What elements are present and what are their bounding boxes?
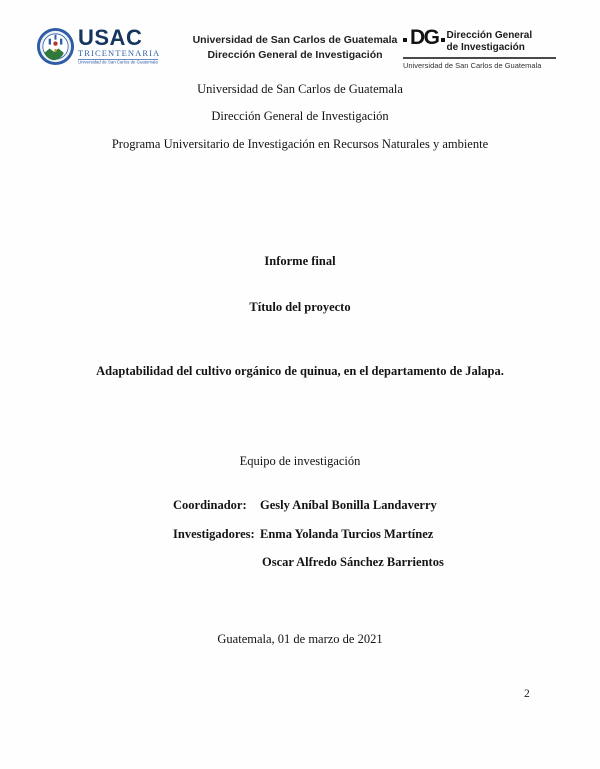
header-center-title — [170, 33, 420, 63]
page-number: 2 — [524, 688, 530, 700]
investigators-role-label: Investigadores: — [173, 527, 255, 541]
digi-letters: DG — [410, 26, 439, 49]
team-heading: Equipo de investigación — [239, 454, 361, 468]
coordinator-name: Gesly Aníbal Bonilla Landaverry — [260, 498, 437, 512]
usac-logo — [36, 27, 189, 68]
digi-logo-icon — [403, 26, 445, 49]
digi-dot-right-icon — [441, 38, 445, 42]
investigator-2-name: Oscar Alfredo Sánchez Barrientos — [262, 555, 444, 569]
digi-logo — [403, 26, 558, 70]
header-department-line: Dirección General de Investigación — [207, 49, 383, 61]
team-row-coordinator — [0, 498, 600, 514]
project-title-label: Título del proyecto — [249, 300, 351, 314]
usac-tricentenaria-label: TRICENTENARIA — [78, 48, 161, 58]
digi-name-line2: de Investigación — [446, 41, 525, 53]
date-line: Guatemala, 01 de marzo de 2021 — [217, 632, 383, 646]
team-row-investigator-1 — [0, 527, 600, 543]
team-row-investigator-2 — [0, 555, 600, 571]
usac-small-text: Universidad de San Carlos de Guatemala — [78, 60, 158, 65]
digi-name-line1: Dirección General — [446, 30, 533, 41]
digi-divider — [403, 57, 556, 59]
header-institution-line: Universidad de San Carlos de Guatemala — [192, 34, 398, 46]
report-type-heading: Informe final — [264, 254, 336, 268]
investigator-1-name: Enma Yolanda Turcios Martínez — [260, 527, 434, 541]
department-line: Dirección General de Investigación — [211, 109, 389, 123]
digi-small-text: Universidad de San Carlos de Guatemala — [403, 60, 542, 70]
digi-dot-left-icon — [403, 38, 407, 42]
project-title: Adaptabilidad del cultivo orgánico de quinua, en el departamento de Jalapa. — [96, 364, 504, 378]
institution-line: Universidad de San Carlos de Guatemala — [197, 82, 403, 96]
usac-seal-icon — [36, 27, 75, 66]
coordinator-role-label: Coordinador: — [173, 498, 247, 512]
program-line: Programa Universitario de Investigación en Recursos Naturales y ambiente — [111, 137, 489, 151]
usac-acronym: USAC — [78, 25, 143, 50]
digi-name — [447, 30, 533, 53]
